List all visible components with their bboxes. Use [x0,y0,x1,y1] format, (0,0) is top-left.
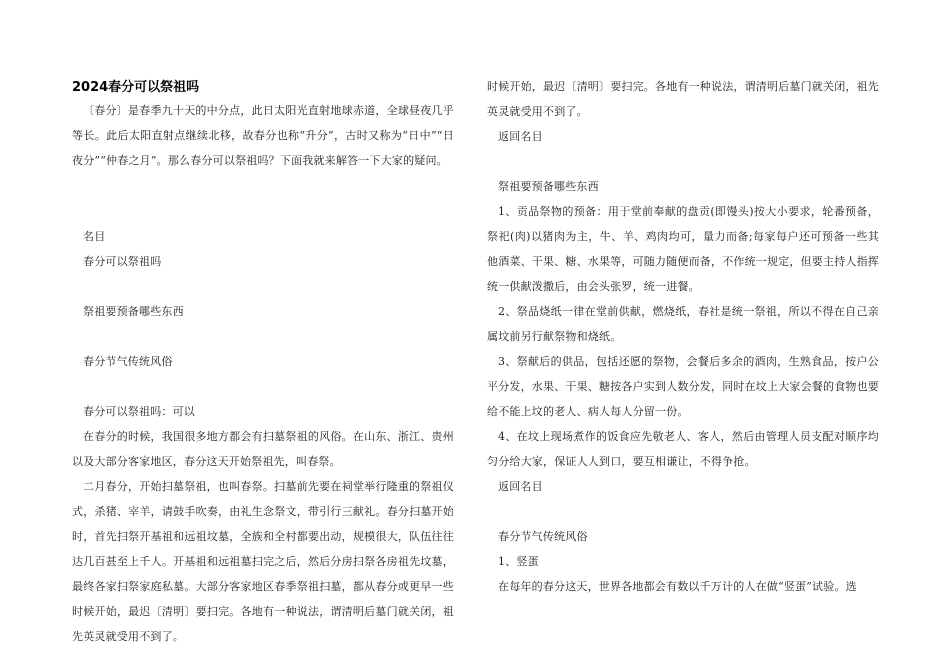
back-to-toc-link-1[interactable]: 返回名目 [498,130,543,143]
section2-heading: 祭祖要预备哪些东西 [498,180,599,193]
intro-paragraph: 〔春分〕是春季九十天的中分点，此日太阳光直射地球赤道，全球昼夜几乎等长。此后太阳直射点继续北移，故春分也称“升分”，古时又称为“日中”“日夜分”“仲春之月”。那么春分可以祭祖吗？下面我就来解答一下大家的疑问。 [72,104,454,167]
document-title: 2024春分可以祭祖吗 [72,80,200,95]
section2-item-3: 3、祭献后的供品，包括还愿的祭物，会餐后多余的酒肉，生熟食品，按户公平分发，水果、干果、糖按各户实到人数分发，同时在坟上大家会餐的食物也要给不能上坟的老人、病人每人分留一份。 [487,355,879,418]
section3-heading: 春分节气传统风俗 [498,530,588,543]
section1-paragraph-1: 在春分的时候，我国很多地方都会有扫墓祭祖的风俗。在山东、浙江、贵州以及大部分客家地区，春分这天开始祭祖先，叫春祭。 [72,430,454,468]
section2-item-1: 1、贡品祭物的预备：用于堂前奉献的盘贡(即馒头)按大小要求，轮番预备，祭祀(肉)以猪肉为主，牛、羊、鸡肉均可，量力而备;每家每户还可预备一些其他酒菜、干果、糖、水果等，可随力随便而备，不作统一规定，但要主持人指挥统一供献泼撒后，由会头张罗，统一进餐。 [487,205,879,293]
section2-item-4: 4、在坟上现场煮作的饭食应先敬老人、客人，然后由管理人员支配对顺序均匀分给大家，保证人人到口，要互相谦让，不得争抢。 [487,430,879,468]
toc-heading: 名目 [83,230,106,243]
section3-subheading-1: 1、竖蛋 [498,555,539,568]
section3-paragraph-1: 在每年的春分这天，世界各地都会有数以千万计的人在做“竖蛋”试验。选 [498,580,857,593]
section1-heading: 春分可以祭祖吗：可以 [83,405,195,418]
toc-item-s2[interactable]: 祭祖要预备哪些东西 [83,305,184,318]
section1-paragraph-2-continued: 时候开始，最迟〔清明〕要扫完。各地有一种说法，谓清明后墓门就关闭，祖先英灵就受用不到了。 [487,80,879,118]
section1-paragraph-2: 二月春分，开始扫墓祭祖，也叫春祭。扫墓前先要在祠堂举行隆重的祭祖仪式，杀猪、宰羊，请鼓手吹奏，由礼生念祭文，带引行三献礼。春分扫墓开始时，首先扫祭开基祖和远祖坟墓，全族和全村都要出动，规模很大，队伍往往达几百甚至上千人。开基祖和远祖墓扫完之后，然后分房扫祭各房祖先坟墓，最终各家扫祭家庭私墓。大部分客家地区春季祭祖扫墓，都从春分或更早一些时候开始，最迟〔清明〕要扫完。各地有一种说法，谓清明后墓门就关闭，祖先英灵就受用不到了。 [72,480,454,643]
back-to-toc-link-2[interactable]: 返回名目 [498,480,543,493]
toc-item-s1[interactable]: 春分可以祭祖吗 [83,255,162,268]
section2-item-2: 2、祭品烧纸一律在堂前供献，燃烧纸，春社是统一祭祖，所以不得在自己亲属坟前另行献祭物和烧纸。 [487,305,879,343]
toc-item-s3[interactable]: 春分节气传统风俗 [83,355,173,368]
